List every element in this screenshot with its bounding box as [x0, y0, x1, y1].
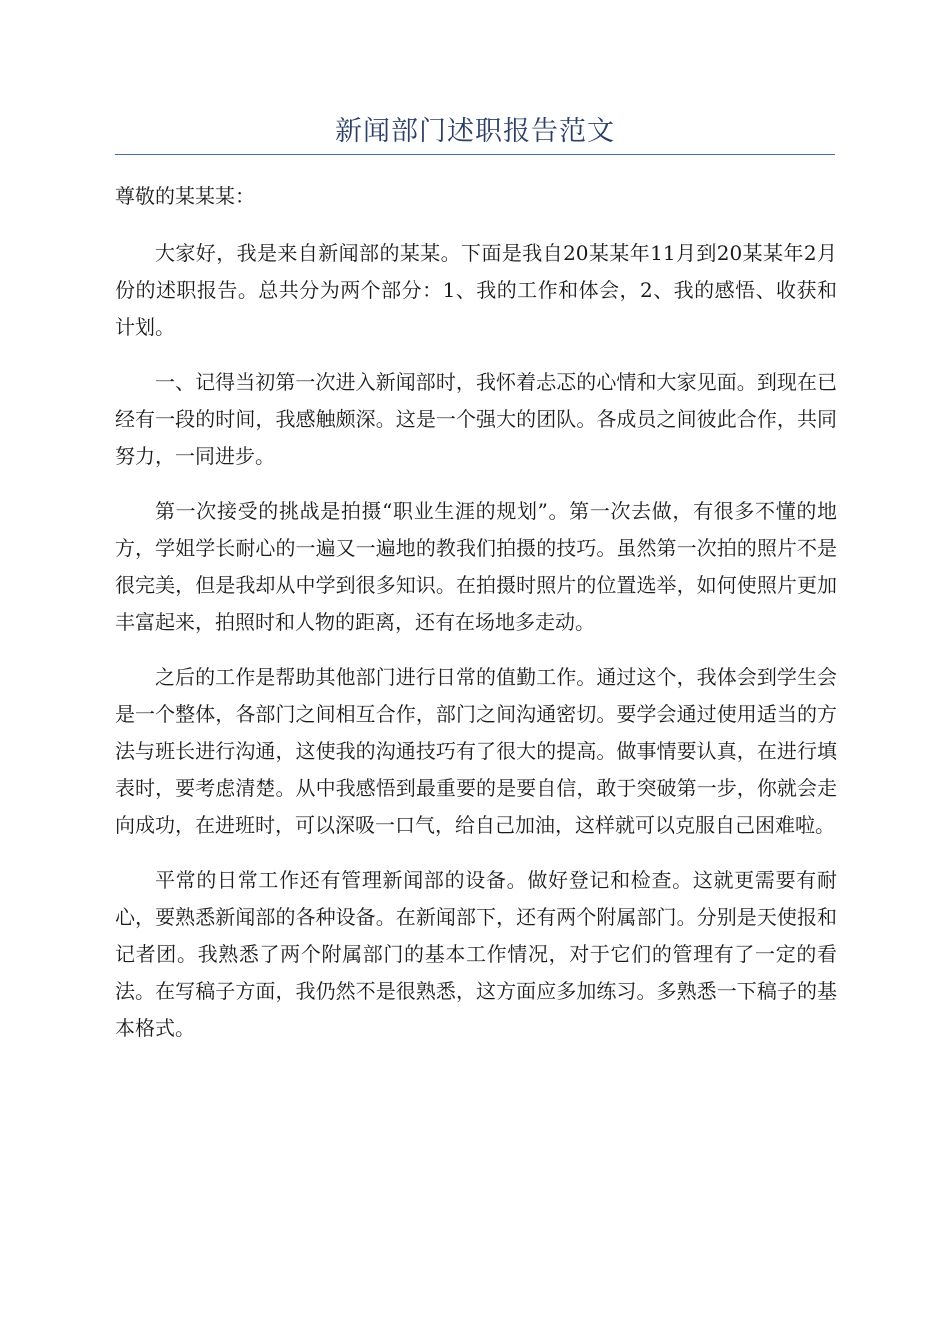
paragraph-section-one: 一、记得当初第一次进入新闻部时，我怀着忐忑的心情和大家见面。到现在已经有一段的时间，我感触颇深。这是一个强大的团队。各成员之间彼此合作，共同努力，一同进步。: [115, 370, 837, 468]
document-body: [115, 178, 837, 1065]
paragraph-duty-work: 之后的工作是帮助其他部门进行日常的值勤工作。通过这个，我体会到学生会是一个整体，各部门之间相互合作，部门之间沟通密切。要学会通过使用适当的方法与班长进行沟通，这使我的沟通技巧有了很大的提高。做事情要认真，在进行填表时，要考虑清楚。从中我感悟到最重要的是要自信，敢于突破第一步，你就会走向成功，在进班时，可以深吸一口气，给自己加油，这样就可以克服自己困难啦。: [115, 665, 837, 837]
paragraph-first-challenge: 第一次接受的挑战是拍摄“职业生涯的规划”。第一次去做，有很多不懂的地方，学姐学长耐心的一遍又一遍地的教我们拍摄的技巧。虽然第一次拍的照片不是很完美，但是我却从中学到很多知识。在拍摄时照片的位置选举，如何使照片更加丰富起来，拍照时和人物的距离，还有在场地多走动。: [115, 499, 837, 634]
salutation: 尊敬的某某某：: [115, 184, 255, 208]
paragraph-equipment: 平常的日常工作还有管理新闻部的设备。做好登记和检查。这就更需要有耐心，要熟悉新闻部的各种设备。在新闻部下，还有两个附属部门。分别是天使报和记者团。我熟悉了两个附属部门的基本工作情况，对于它们的管理有了一定的看法。在写稿子方面，我仍然不是很熟悉，这方面应多加练习。多熟悉一下稿子的基本格式。: [115, 868, 837, 1040]
paragraph-intro: 大家好，我是来自新闻部的某某。下面是我自20某某年11月到20某某年2月份的述职报告。总共分为两个部分：1、我的工作和体会，2、我的感悟、收获和计划。: [115, 241, 837, 339]
page-title: 新闻部门述职报告范文: [335, 116, 615, 147]
title-underline: [115, 154, 835, 155]
